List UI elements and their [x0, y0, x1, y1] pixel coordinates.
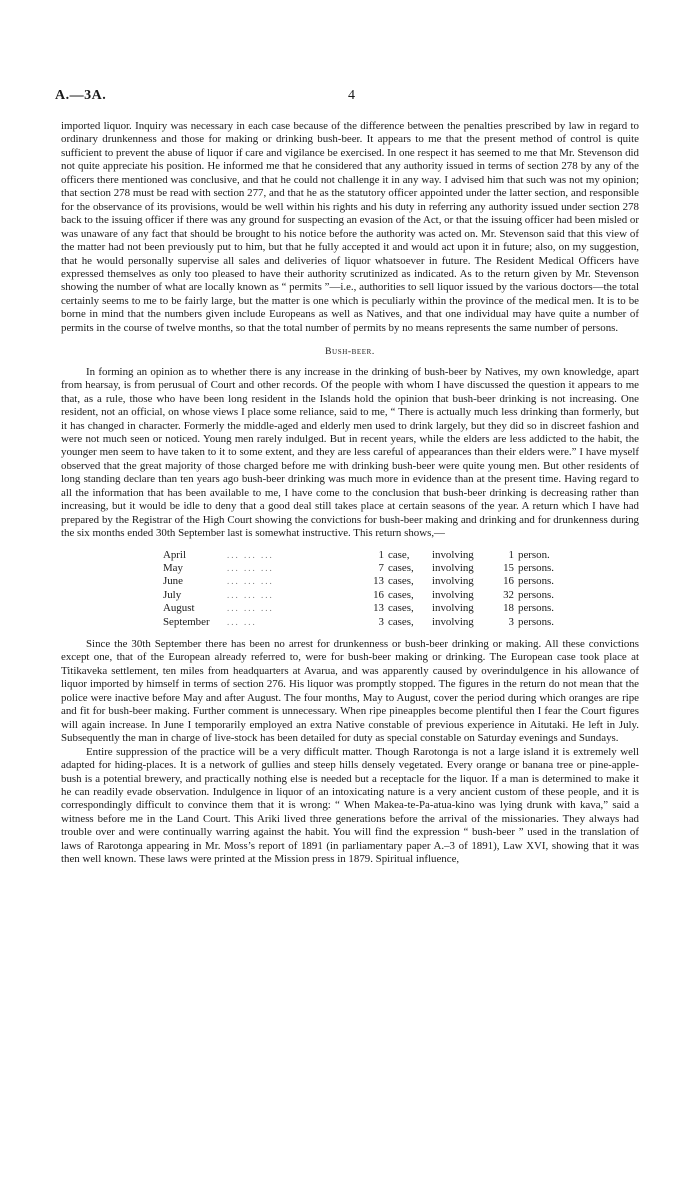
return-persons-word: persons. — [518, 602, 554, 615]
return-involving: involving — [432, 575, 474, 588]
return-unit: case, — [388, 548, 410, 561]
convictions-return-table — [163, 549, 554, 629]
return-persons-word: persons. — [518, 615, 554, 628]
return-unit: cases, — [388, 562, 414, 574]
section-heading-bush-beer: Bush-beer. — [325, 347, 375, 358]
return-dots: ... ... ... — [227, 589, 274, 600]
return-persons-word: persons. — [518, 562, 554, 574]
return-unit: cases, — [388, 602, 414, 615]
return-count: 1 — [378, 548, 384, 561]
return-persons-word: persons. — [518, 575, 554, 588]
return-persons: 15 — [503, 562, 514, 574]
paragraph-since-september: Since the 30th September there has been no arrest for drunkenness or bush-beer drinking or making. All these convictions except one, that of the European already referred to, were for bush-beer making or drinking. The European case took place at Titikaveka settlement, ten miles from headquarters at Avarua, and was apparently caused by overindulgence in his allowance of liquor imported by himself in terms of section 276. His liquor was promptly stopped. The figures in the return do not mean that the police were inactive before May and after August. The four months, May to August, cover the period during which oranges are ripe and fit for bush-beer making. Further comment is unnecessary. When ripe pineapples become plentiful then I fear the Court figures will again increase. In June I temporarily employed an extra Native constable of previous experience in Aitutaki. He left in July. Subsequently the man in charge of live-stock has been detailed for duty as special constable on Saturday evenings and Sundays. — [61, 638, 639, 745]
return-unit: cases, — [388, 615, 414, 628]
return-involving: involving — [432, 562, 474, 574]
return-count: 13 — [373, 575, 384, 588]
return-count: 3 — [378, 615, 384, 628]
return-involving: involving — [432, 615, 474, 628]
return-persons: 3 — [508, 615, 514, 628]
return-persons: 1 — [508, 548, 514, 561]
return-unit: cases, — [388, 575, 414, 588]
return-unit: cases, — [388, 588, 414, 601]
return-count: 7 — [378, 562, 384, 574]
return-persons: 16 — [503, 575, 514, 588]
body-text — [61, 120, 639, 867]
return-dots: ... ... ... — [227, 603, 274, 614]
return-count: 13 — [373, 602, 384, 615]
paragraph-entire-suppression: Entire suppression of the practice will be a very difficult matter. Though Rarotonga is not a large island it is extremely well adapted for hiding-places. It is a network of gullies and steep hills densely vegetated. Every orange or banana tree or pine-apple-bush is a potential brewery, and practically nothing else is needed but a receptacle for the liquor. If a man is determined to make it he can readily evade observation. Indulgence in liquor of an intoxicating nature is a very ancient custom of these people, and it is correspondingly difficult to convince them that it is wrong: “ When Makea-te-Pa-atua-kino was lying drunk with kava,” said a witness before me in the Land Court. This Ariki lived three generations before the arrival of the missionaries. They always had trouble over and were continually warring against the habit. You will find the expression “ bush-beer ” used in the translation of laws of Rarotonga appearing in Mr. Moss’s report of 1891 (in parliamentary paper A.–3 of 1891), Law XVI, showing that it was then well known. These laws were printed at the Mission press in 1879. Spiritual influence, — [61, 745, 639, 866]
return-persons: 18 — [503, 602, 514, 615]
return-month: June — [163, 575, 183, 588]
return-month: July — [163, 588, 182, 601]
return-persons-word: persons. — [518, 588, 554, 601]
return-row — [163, 616, 554, 629]
paragraph-bush-beer: In forming an opinion as to whether there is any increase in the drinking of bush-beer by Natives, my own knowledge, apart from hearsay, is from perusual of Court and other records. Of the people with whom I have discussed the question it appears to me that, as a rule, those who have been long resident in the Islands hold the opinion that bush-beer drinking is not increasing. One resident, not an official, on whose views I place some reliance, said to me, “ There is actually much less drinking than formerly, but it has changed in character. Formerly the middle-aged and elderly men used to drink largely, but they did so in discreet fashion and were not much seen or noticed. Young men rarely indulged. But in recent years, while the elders are less addicted to the habit, the younger men seem to have taken to it to some extent, and they are less careful of appearances than their elders were.” I have myself observed that the great majority of those charged before me with drinking bush-beer were quite young men. But other residents of long standing declare than ten years ago bush-beer drinking was much more in evidence than at the present time. Having regard to all the information that has been available to me, I have come to the conclusion that bush-beer drinking is decreasing rather than increasing, but it would be idle to deny that a good deal still takes place at certain seasons of the year. A return which I have had prepared by the Registrar of the High Court showing the convictions for bush-beer making and drinking and for drunkenness during the six months ended 30th September last is somewhat instructive. This return shows,— — [61, 365, 639, 540]
return-involving: involving — [432, 602, 474, 615]
return-dots: ... ... ... — [227, 576, 274, 587]
page-header — [55, 88, 645, 108]
return-persons-word: person. — [518, 548, 550, 561]
return-count: 16 — [373, 588, 384, 601]
return-row — [163, 575, 554, 588]
return-dots: ... ... ... — [227, 563, 274, 573]
return-month: August — [163, 602, 195, 615]
return-row — [163, 602, 554, 615]
return-row — [163, 562, 554, 575]
return-involving: involving — [432, 588, 474, 601]
return-month: May — [163, 562, 183, 574]
page-number: 4 — [348, 88, 355, 103]
document-reference: A.—3A. — [55, 88, 107, 103]
return-row — [163, 589, 554, 602]
paragraph-imported-liquor: imported liquor. Inquiry was necessary in each case because of the difference between the penalties prescribed by law in regard to ordinary drunkenness and those for making or drinking bush-beer. It appears to me that the present method of control is quite sufficient to prevent the abuse of liquor if care and vigilance be exercised. In one respect it has seemed to me that Mr. Stevenson did not quite appreciate his position. He informed me that he considered that any authority issued in terms of section 278 by any of the officers there mentioned was conclusive, and that he could not challenge it in any way. I advised him that such was not my opinion; that section 278 must be read with section 277, and that he as the statutory officer appointed under the latter section, and responsible for the observance of its provisions, would be well within his rights and his duty in referring any authority issued under section 278 back to the issuing officer if there was any ground for suspecting an evasion of the Act, or that the issuing officer had been misled or was unaware of any fact that should be brought to his notice before the authority was acted on. Mr. Stevenson said that this view of the matter had not been previously put to him, but that he fully accepted it and would act upon it in future; also, on my suggestion, that he would personally supervise all sales and deliveries of liquor whatsoever in future. The Resident Medical Officers have expressed themselves as only too pleased to have their authority scrutinized as indicated. As to the return given by Mr. Stevenson showing the number of what are locally known as “ permits ”—i.e., authorities to sell liquor issued by the various doctors—the total certainly seems to me to be fairly large, but the matter is one which is peculiarly within the province of the medical men. It is to be borne in mind that the numbers given include Europeans as well as Natives, and that one individual may have quite a number of permits in the course of twelve months, so that the total number of permits by no means represents the same number of persons. — [61, 120, 639, 334]
return-row — [163, 549, 554, 562]
return-persons: 32 — [503, 588, 514, 601]
return-dots: ... ... — [227, 616, 257, 627]
return-month: September — [163, 615, 210, 628]
return-involving: involving — [432, 548, 474, 561]
return-month: April — [163, 548, 186, 561]
return-dots: ... ... ... — [227, 549, 274, 560]
